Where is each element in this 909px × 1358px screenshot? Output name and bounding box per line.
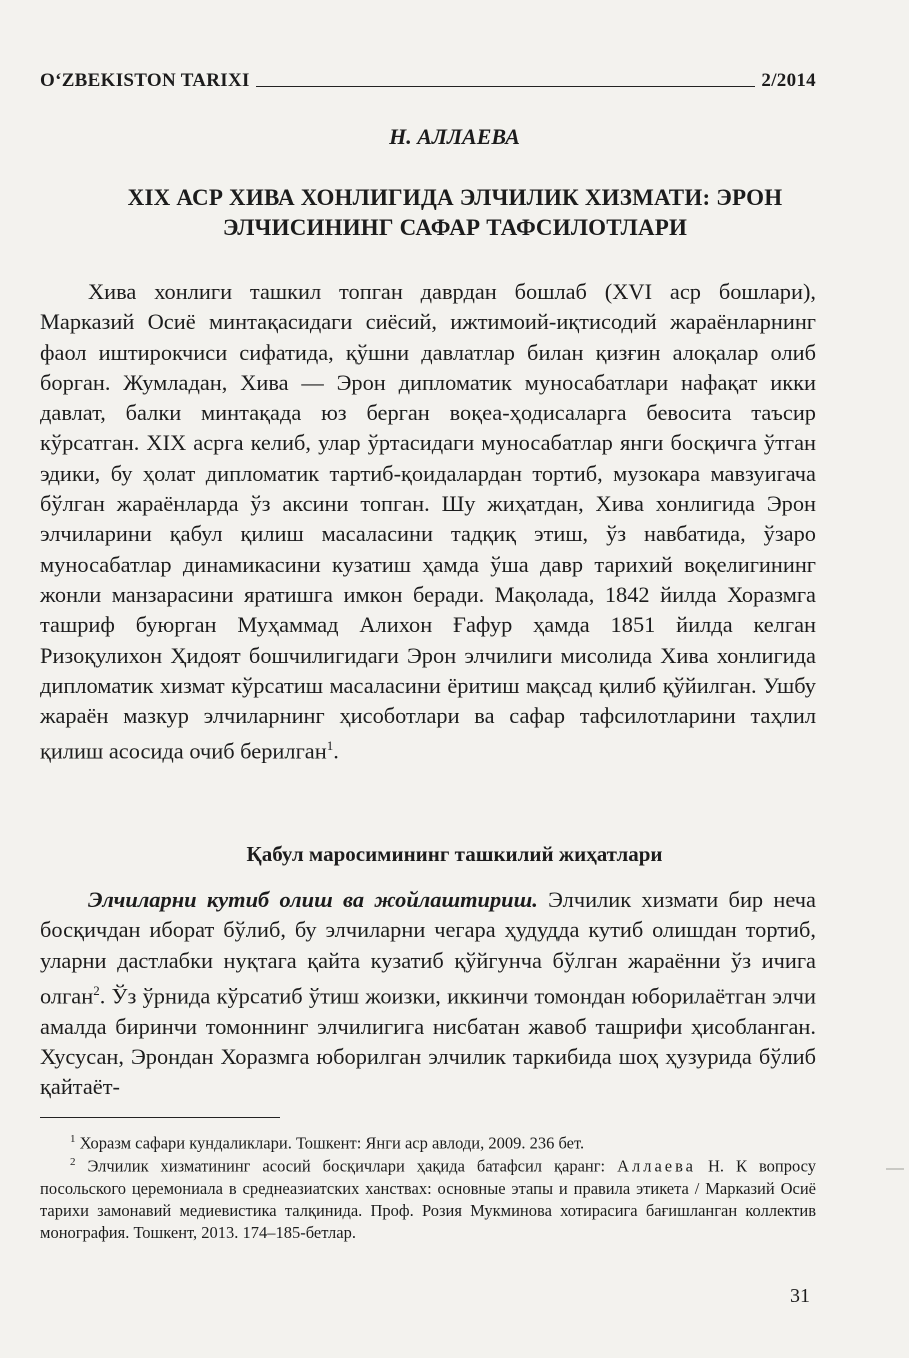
footnote-1-text: Хоразм сафари кундаликлари. Тошкент: Янги аср авлоди, 2009. 236 бет. [75, 1133, 585, 1153]
running-header [40, 62, 816, 92]
footnote-2 [40, 1151, 816, 1244]
margin-scan-mark [886, 1168, 904, 1170]
journal-name: O‘ZBEKISTON TARIXI [40, 70, 250, 91]
issue-number: 2/2014 [761, 70, 816, 91]
footnote-ref-2[interactable]: 2 [93, 982, 100, 998]
intro-paragraph-text: Хива хонлиги ташкил топган даврдан бошлаб (XVI аср бошлари), Марказий Осиё минтақасидаги сиёсий, ижтимоий-иқтисодий жараёнларнинг фаол иштирокчиси сифатида, қўшни давлатлар билан қизғин алоқалар олиб борган. Жумладан, Хива — Эрон дипломатик муносабатлари нафақат икки давлат, балки минтақада юз берган воқеа-ҳодисаларга бевосита таъсир кўрсатган. XIX асрга келиб, улар ўртасидаги муносабатлар янги босқичга ўтган эдики, бу ҳолат дипломатик тартиб-қоидалардан тортиб, музокара мавзуигача бўлган жараёнларда ўз аксини топган. Шу жиҳатдан, Хива хонлигида Эрон элчиларини қабул қилиш масаласини тадқиқ этиш, ўз навбатида, ўзаро муносабатлар динамикасини кузатиш ҳамда ўша давр тарихий воқелигининг жонли манзарасини яратишга имкон беради. Мақолада, 1842 йилда Хоразмга ташриф буюрган Муҳаммад Алихон Ғафур ҳамда 1851 йилда келган Ризоқулихон Ҳидоят бошчилигидаги Эрон элчилиги мисолида Хива хонлигида дипломатик хизмат кўрсатиш масаласини ёритиш мақсад қилиб қўйилган. Ушбу жараён мазкур элчиларнинг ҳисоботлари ва сафар тафсилотларини таҳлил қилиш асосида очиб берилган [40, 279, 816, 764]
footnote-ref-1[interactable]: 1 [326, 738, 334, 754]
footnote-divider [40, 1117, 280, 1118]
section-paragraph-text-b: . Ўз ўрнида кўрсатиб ўтиш жоизки, иккинчи томондан юборилаётган элчи амалда биринчи томоннинг элчилигига нисбатан жавоб ташрифи ҳисобланган. Хусусан, Эрондан Хоразмга юборилган элчилик таркибида шоҳ ҳузурида бўлиб қайтаёт- [40, 983, 816, 1100]
section-paragraph [40, 885, 816, 1103]
page-number: 31 [790, 1285, 810, 1307]
section-subheading: Қабул маросимининг ташкилий жиҳатлари [246, 842, 663, 866]
footnote-2-author: Аллаева [617, 1156, 696, 1176]
intro-paragraph: Хива хонлиги ташкил топган даврдан бошлаб (XVI аср бошлари), Марказий Осиё минтақасидаги сиёсий, ижтимоий-иқтисодий жараёнларнинг фаол иштирокчиси сифатида, қўшни давлатлар билан қизғин алоқалар олиб борган. Жумладан, Хива — Эрон дипломатик муносабатлари нафақат икки давлат, балки минтақада юз берган воқеа-ҳодисаларга бевосита таъсир кўрсатган. XIX асрга келиб, улар ўртасидаги муносабатлар янги босқичга ўтган эдики, бу ҳолат дипломатик тартиб-қоидалардан тортиб, музокара мавзуигача бўлган жараёнларда ўз аксини топган. Шу жиҳатдан, Хива хонлигида Эрон элчиларини қабул қилиш масаласини тадқиқ этиш, ўз навбатида, ўзаро муносабатлар динамикасини кузатиш ҳамда ўша давр тарихий воқелигининг жонли манзарасини яратишга имкон беради. Мақолада, 1842 йилда Хоразмга ташриф буюрган Муҳаммад Алихон Ғафур ҳамда 1851 йилда келган Ризоқулихон Ҳидоят бошчилигидаги Эрон элчилиги мисолида Хива хонлигида дипломатик хизмат кўрсатиш масаласини ёритиш мақсад қилиб қўйилган. Ушбу жараён мазкур элчиларнинг ҳисоботлари ва сафар тафсилотларини таҳлил қилиш асосида очиб берилган$^1$. [40, 279, 816, 764]
footnote-2-text-a: Элчилик хизматининг асосий босқичлари ҳақида батафсил қаранг: [75, 1156, 618, 1176]
footnote-2-number: 2 [70, 1156, 76, 1168]
article-author: Н. АЛЛАЕВА [389, 124, 520, 149]
section-paragraph-text-a: Элчилик хизмати бир неча босқичдан иборат бўлиб, бу элчиларни чегара ҳудудда кутиб олишдан тортиб, уларни дастлабки нуқтага қайта кузатиб қўйгунча бўлган жараённи ўз ичига олган [40, 887, 816, 1009]
paragraph-lead-in: Элчиларни кутиб олиш ва жойлаштириш. [88, 887, 538, 912]
footnote-2-text-b: Н. К вопросу посольского церемониала в среднеазиатских ханствах: основные этапы и правила этикета / Марказий Осиё тарихи замонавий медиевистика талқинида. Проф. Розия Мукминова хотирасига бағишланган коллектив монография. Тошкент, 2013. 174–185-бетлар. [40, 1156, 816, 1242]
footnote-1-number: 1 [70, 1133, 76, 1145]
header-rule [256, 85, 756, 87]
article-title: XIX АСР ХИВА ХОНЛИГИДА ЭЛЧИЛИК ХИЗМАТИ: ЭРОН ЭЛЧИСИНИНГ САФАР ТАФСИЛОТЛАРИ [127, 185, 783, 240]
